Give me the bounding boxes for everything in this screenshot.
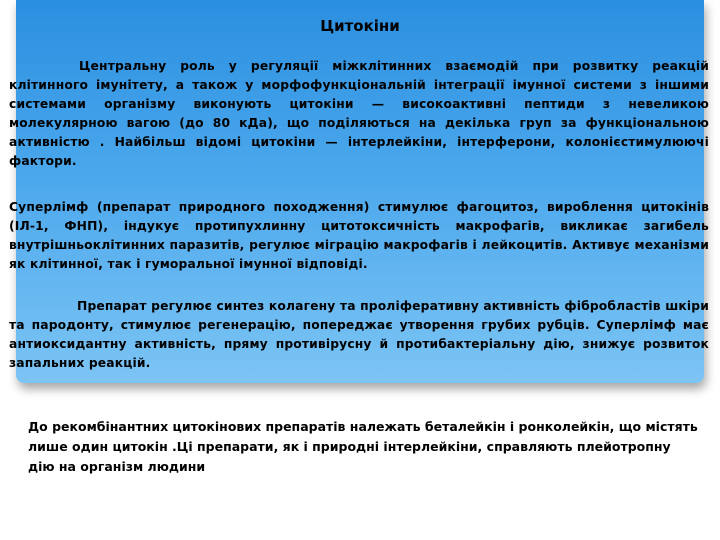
paragraph-recombinant-preparations: До рекомбінантних цитокінових препаратів належать беталейкін і ронколейкін, що містять лише один цитокін .Ці препарати, як і природні інтерлейкіни, справляють плейотропну дію на організм людини bbox=[28, 419, 698, 474]
slide-title: Цитокіни bbox=[320, 17, 400, 35]
paragraph-superlymph-action: Суперлімф (препарат природного походження) стимулює фагоцитоз, вироблення цитокінів (ІЛ-1, ФНП), індукує протипухлинну цитотоксичність макрофагів, викликає загибель внутрішньоклітинних паразитів, регулює міграцію макрофагів і лейкоцитів. Активує механізми як клітинної, так і гуморальної імунної відповіді. bbox=[9, 200, 709, 271]
paragraph-superlymph-regeneration: Препарат регулює синтез колагену та проліферативну активність фібробластів шкіри та пародонту, стимулює регенерацію, попереджає утворення грубих рубців. Суперлімф має антиоксидантну активність, пряму противірусну й протибактеріальну дію, знижує розвиток запальних реакцій. bbox=[9, 299, 709, 370]
paragraph-cytokines-intro: Центральну роль у регуляції міжклітинних взаємодій при розвитку реакцій клітинного імунітету, а також у морфофункціональній інтеграції імунної системи з іншими системами організму виконують цитокіни — високоактивні пептиди з невеликою молекулярною вагою (до 80 кДа), що поділяються на декілька груп за функціональною активністю . Найбільш відомі цитокіни — інтерлейкіни, інтерферони, колонієстимулюючі фактори. bbox=[9, 59, 709, 168]
